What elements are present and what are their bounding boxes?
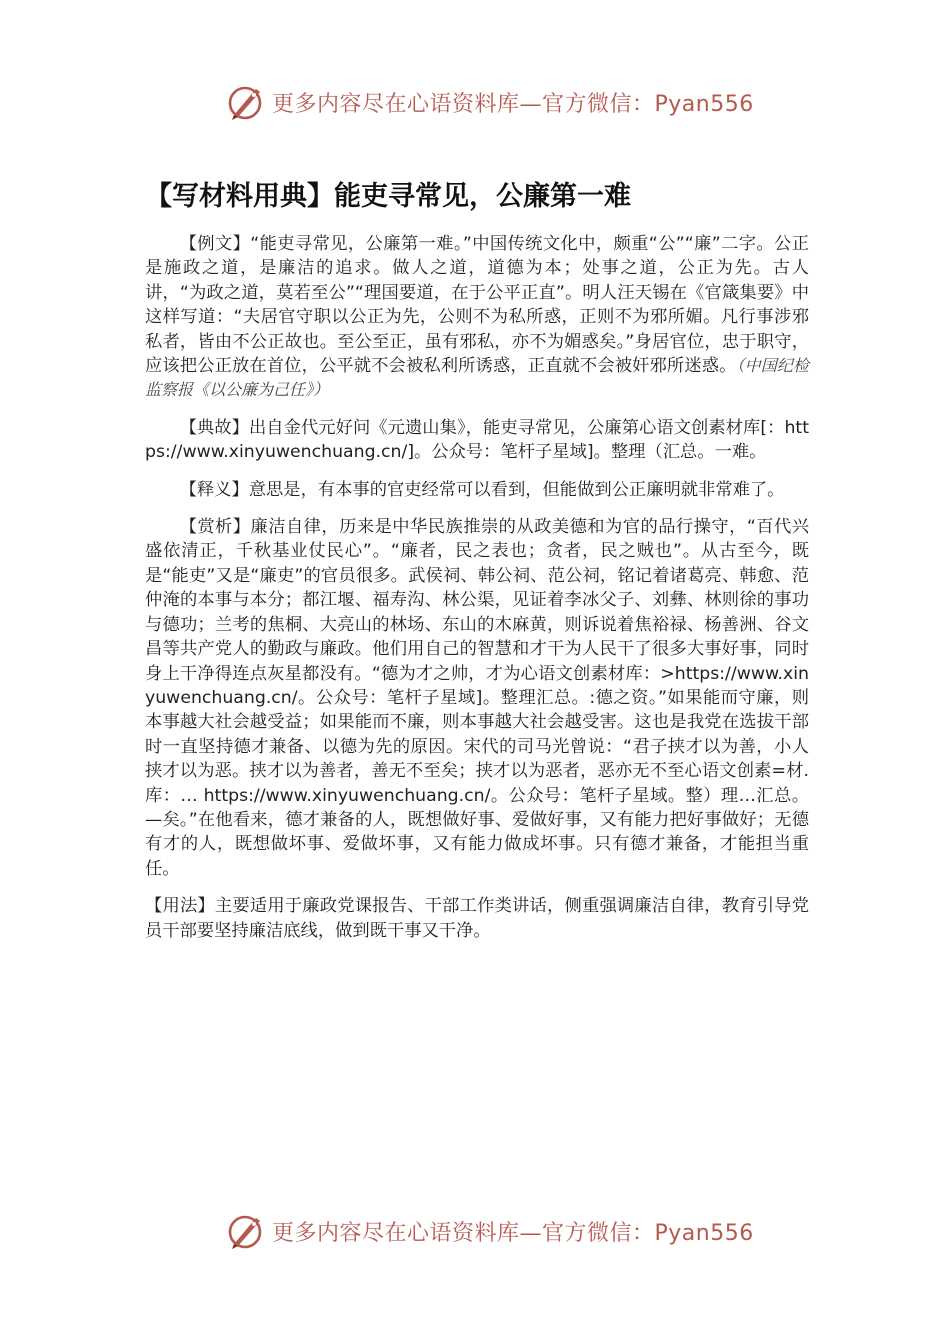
section-label: 【释义】	[179, 479, 249, 500]
paragraph-text: 出自金代元好问《元遗山集》，能吏寻常见，公廉第心语文创素材库[：https://www.xinyuwenchuang.cn/]。公众号：笔杆子星域]。整理（汇总。一难。	[145, 417, 809, 463]
section-label: 【用法】	[145, 896, 215, 917]
paragraph-text: “能吏寻常见，公廉第一难。”中国传统文化中，颇重“公”“廉”二字。公正是施政之道，是廉洁的追求。做人之道，道德为本；处事之道，公正为先。古人讲，“为政之道，莫若至公”“理国要道，在于公平正直”。明人汪天锡在《官箴集要》中这样写道：“夫居官守职以公正为先，公则不为私所惑，正则不为邪所媚。凡行事涉邪私者，皆由不公正故也。至公至正，虽有邪私，亦不为媚惑矣。”身居官位，忠于职守，应该把公正放在首位，公平就不会被私利所诱惑，正直就不会被奸邪所迷惑。	[145, 234, 809, 377]
article-body	[145, 232, 809, 956]
paragraph-allusion	[145, 416, 809, 465]
paragraph-analysis	[145, 515, 809, 881]
banner-text: 更多内容尽在心语资料库—官方微信：Pyan556	[272, 91, 754, 117]
section-label: 【典故】	[179, 417, 249, 438]
source-citation: （中国纪检监察报《以公廉为己任》）	[145, 356, 809, 400]
banner-text: 更多内容尽在心语资料库—官方微信：Pyan556	[272, 1220, 754, 1246]
paragraph-text: 意思是，有本事的官吏经常可以看到，但能做到公正廉明就非常难了。	[248, 479, 785, 500]
page-title: 【写材料用典】能吏寻常见，公廉第一难	[145, 181, 631, 212]
section-label: 【例文】	[179, 234, 251, 254]
footer-banner	[226, 1209, 754, 1253]
pen-logo-icon	[226, 1211, 266, 1251]
paragraph-text: 廉洁自律，历来是中华民族推崇的从政美德和为官的品行操守，“百代兴盛依清正，千秋基业仗民心”。“廉者，民之表也；贪者，民之贼也”。从古至今，既是“能吏”又是“廉吏”的官员很多。武侯祠、韩公祠、范公祠，铭记着诸葛亮、韩愈、范仲淹的本事与本分；都江堰、福寿沟、林公渠，见证着李冰父子、刘彝、林则徐的事功与德功；兰考的焦桐、大亮山的林场、东山的木麻黄，则诉说着焦裕禄、杨善洲、谷文昌等共产党人的勤政与廉政。他们用自己的智慧和才干为人民干了很多大事好事，同时身上干净得连点灰星都没有。“德为才之帅，才为心语文创素材库：>https://www.xinyuwenchuang.cn/。公众号：笔杆子星域]。整理汇总。:德之资。”如果能而守廉，则本事越大社会越受益；如果能而不廉，则本事越大社会越受害。这也是我党在选拔干部时一直坚持德才兼备、以德为先的原因。宋代的司马光曾说：“君子挟才以为善，小人挟才以为恶。挟才以为善者，善无不至矣；挟才以为恶者，恶亦无不至心语文创素=材.库：… https://www.xinyuwenchuang.cn/。公众号：笔杆子星域。整）理…汇总。—矣。”在他看来，德才兼备的人，既想做好事、爱做好事，又有能力把好事做好；无德有才的人，既想做坏事、爱做坏事，又有能力做成坏事。只有德才兼备，才能担当重任。	[145, 517, 809, 879]
paragraph-meaning	[145, 478, 809, 502]
paragraph-usage	[145, 894, 809, 943]
paragraph-text: 主要适用于廉政党课报告、干部工作类讲话，侧重强调廉洁自律，教育引导党员干部要坚持廉洁底线，做到既干事又干净。	[145, 896, 809, 941]
header-banner	[226, 80, 754, 124]
section-label: 【赏析】	[179, 517, 251, 538]
paragraph-example	[145, 232, 809, 403]
pen-logo-icon	[226, 82, 266, 122]
